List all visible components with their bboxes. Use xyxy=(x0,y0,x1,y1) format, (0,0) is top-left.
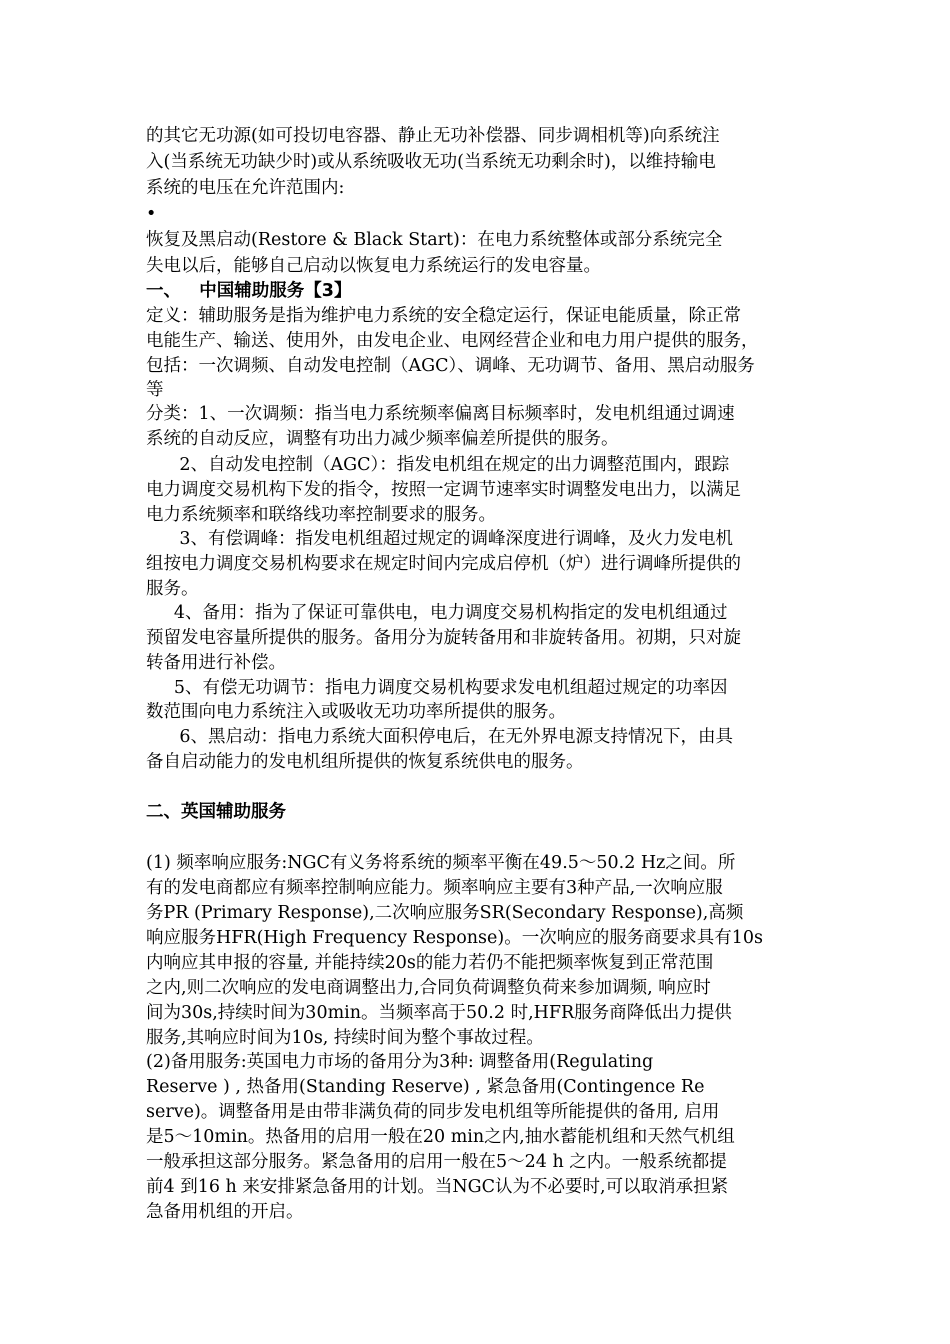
paragraph-line: 数范围向电力系统注入或吸收无功功率所提供的服务。 xyxy=(146,702,566,722)
paragraph-line: 之内,则二次响应的发电商调整出力,合同负荷调整负荷来参加调频, 响应时 xyxy=(146,978,711,998)
paragraph-line: 内响应其申报的容量, 并能持续20s的能力若仍不能把频率恢复到正常范围 xyxy=(146,953,714,973)
bullet-marker: • xyxy=(146,204,157,224)
paragraph-line: 服务,其响应时间为10s, 持续时间为整个事故过程。 xyxy=(146,1028,544,1048)
section-heading-uk: 二、英国辅助服务 xyxy=(146,802,286,822)
paragraph-line: 3、有偿调峰：指发电机组超过规定的调峰深度进行调峰，及火力发电机 xyxy=(146,529,734,549)
paragraph-line: 等 xyxy=(146,380,164,400)
paragraph-line: 有的发电商都应有频率控制响应能力。频率响应主要有3种产品,一次响应服 xyxy=(146,878,723,898)
paragraph-line: 是5～10min。热备用的启用一般在20 min之内,抽水蓄能机组和天然气机组 xyxy=(146,1127,735,1147)
paragraph-line: serve)。调整备用是由带非满负荷的同步发电机组等所能提供的备用, 启用 xyxy=(146,1102,720,1122)
paragraph-line: 4、备用：指为了保证可靠供电，电力调度交易机构指定的发电机组通过 xyxy=(146,603,728,623)
paragraph-line: Reserve ) , 热备用(Standing Reserve) , 紧急备用(Contingence Re xyxy=(146,1077,705,1097)
paragraph-line: 急备用机组的开启。 xyxy=(146,1202,304,1222)
paragraph-line: 包括：一次调频、自动发电控制（AGC）、调峰、无功调节、备用、黑启动服务 xyxy=(146,356,755,376)
paragraph-line: 系统的电压在允许范围内: xyxy=(146,178,345,198)
paragraph-line: 5、有偿无功调节：指电力调度交易机构要求发电机组超过规定的功率因 xyxy=(146,678,728,698)
paragraph-line: 预留发电容量所提供的服务。备用分为旋转备用和非旋转备用。初期，只对旋 xyxy=(146,628,741,648)
paragraph-line: 系统的自动反应，调整有功出力减少频率偏差所提供的服务。 xyxy=(146,429,619,449)
paragraph-line: 入(当系统无功缺少时)或从系统吸收无功(当系统无功剩余时)，以维持输电 xyxy=(146,152,716,172)
paragraph-line: 失电以后，能够自己启动以恢复电力系统运行的发电容量。 xyxy=(146,256,601,276)
paragraph-line: 服务。 xyxy=(146,579,199,599)
paragraph-line: 间为30s,持续时间为30min。当频率高于50.2 时,HFR服务商降低出力提供 xyxy=(146,1003,732,1023)
paragraph-line: 电力调度交易机构下发的指令，按照一定调节速率实时调整发电出力，以满足 xyxy=(146,480,741,500)
paragraph-line: 前4 到16 h 来安排紧急备用的计划。当NGC认为不必要时,可以取消承担紧 xyxy=(146,1177,729,1197)
paragraph-line: 恢复及黑启动(Restore & Black Start)：在电力系统整体或部分系统完全 xyxy=(146,230,723,250)
paragraph-line: 响应服务HFR(High Frequency Response)。一次响应的服务商要求具有10s xyxy=(146,928,763,948)
paragraph-line: 2、自动发电控制（AGC）：指发电机组在规定的出力调整范围内，跟踪 xyxy=(146,455,730,475)
paragraph-line: 务PR (Primary Response),二次响应服务SR(Secondary Response),高频 xyxy=(146,903,744,923)
paragraph-line: 转备用进行补偿。 xyxy=(146,653,286,673)
paragraph-line: 组按电力调度交易机构要求在规定时间内完成启停机（炉）进行调峰所提供的 xyxy=(146,554,741,574)
paragraph-line: 定义：辅助服务是指为维护电力系统的安全稳定运行，保证电能质量，除正常 xyxy=(146,306,741,326)
paragraph-line: 一般承担这部分服务。紧急备用的启用一般在5～24 h 之内。一般系统都提 xyxy=(146,1152,727,1172)
paragraph-line: (1) 频率响应服务:NGC有义务将系统的频率平衡在49.5～50.2 Hz之间。所 xyxy=(146,853,736,873)
paragraph-line: 分类：1、一次调频：指当电力系统频率偏离目标频率时，发电机组通过调速 xyxy=(146,404,735,424)
paragraph-line: 的其它无功源(如可投切电容器、静止无功补偿器、同步调相机等)向系统注 xyxy=(146,126,720,146)
paragraph-line: 电力系统频率和联络线功率控制要求的服务。 xyxy=(146,505,496,525)
paragraph-line: 备自启动能力的发电机组所提供的恢复系统供电的服务。 xyxy=(146,752,584,772)
paragraph-line: 6、黑启动：指电力系统大面积停电后，在无外界电源支持情况下，由具 xyxy=(146,727,734,747)
paragraph-line: 电能生产、输送、使用外，由发电企业、电网经营企业和电力用户提供的服务， xyxy=(146,331,759,351)
paragraph-line: (2)备用服务:英国电力市场的备用分为3种: 调整备用(Regulating xyxy=(146,1052,654,1072)
section-heading-china: 一、 中国辅助服务【3】 xyxy=(146,281,352,301)
